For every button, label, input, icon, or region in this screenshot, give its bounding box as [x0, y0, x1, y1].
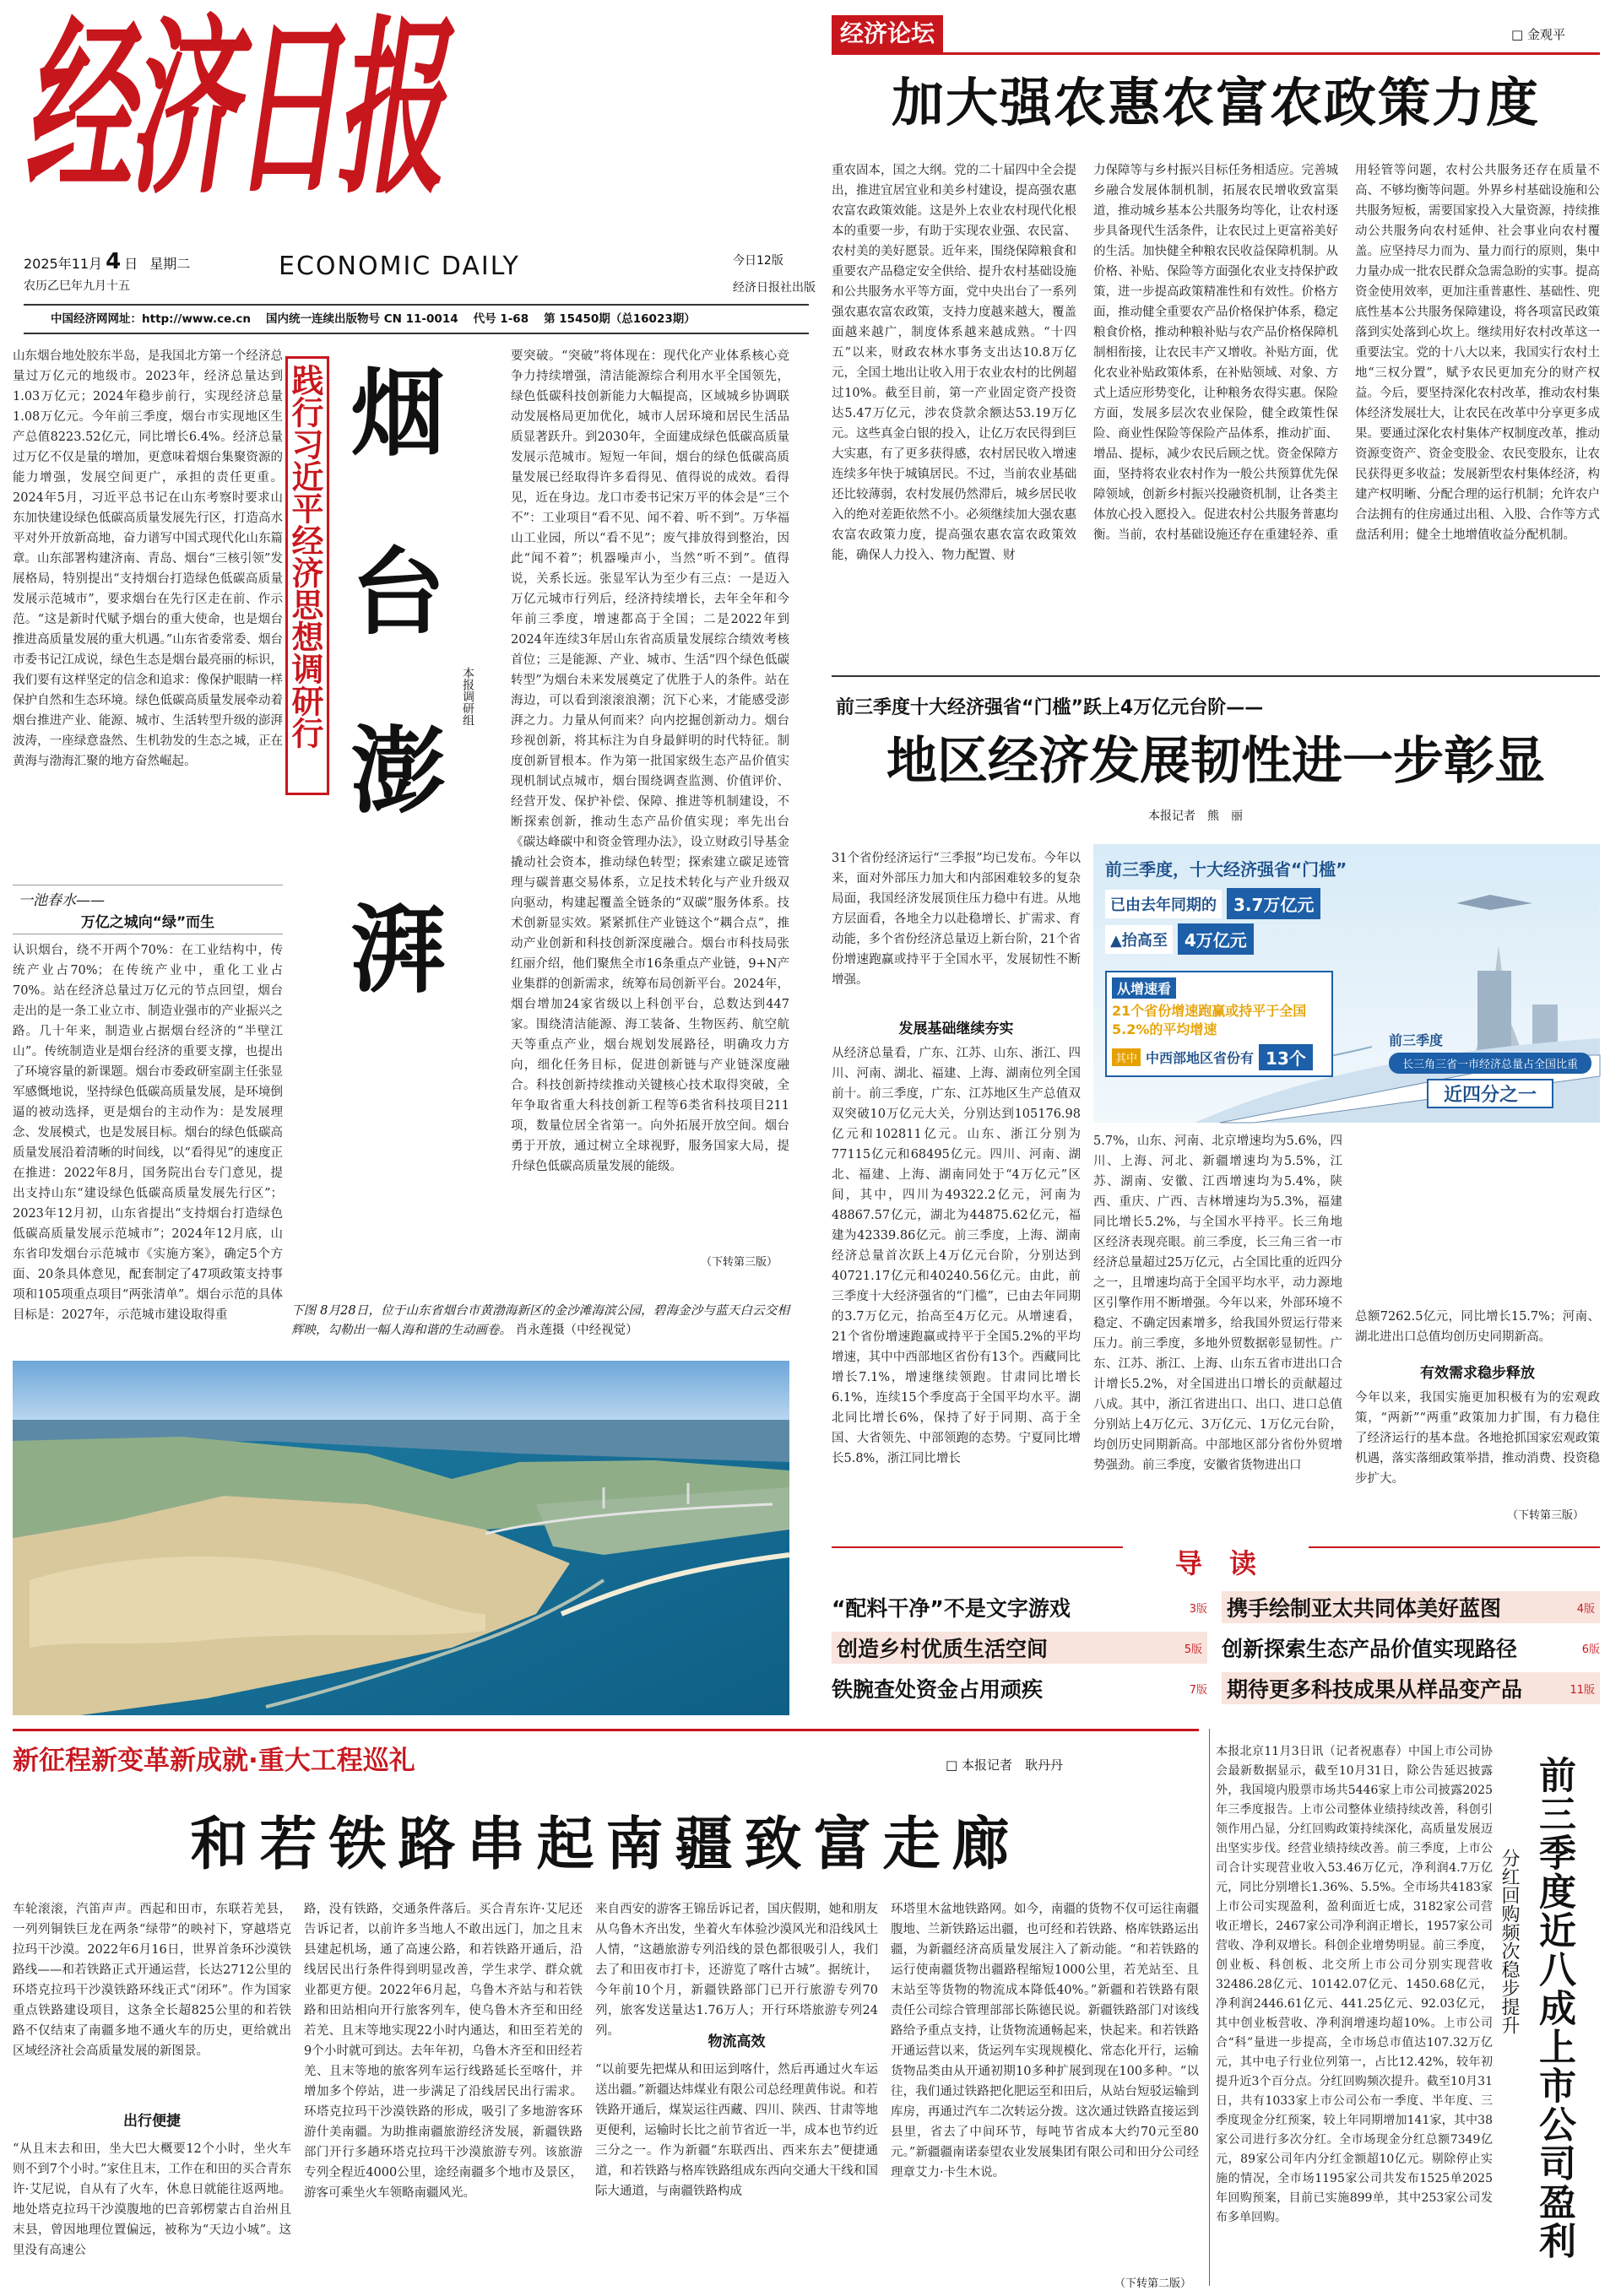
info-heading: 前三季度，十大经济强省“门槛”	[1105, 859, 1347, 880]
railway-series-tag: 新征程新变革新成就·重大工程巡礼	[13, 1746, 415, 1776]
guide-item[interactable]: 期待更多科技成果从样品变产品 11版	[1222, 1672, 1600, 1704]
railway-headline: 和若铁路串起南疆致富走廊	[190, 1811, 1022, 1878]
region-infographic	[1093, 844, 1600, 1123]
railway-col-4: 环塔里木盆地铁路网。如今，南疆的货物不仅可运往南疆腹地、兰新铁路运出疆，也可经和若铁路、格库铁路运出疆，为新疆经济高质量发展注入了新动能。“和若铁路的运行使南疆货物出疆路程缩短1000公里，若羌站至、且末站至等货物的物流成本降低40%。”新疆和若铁路有限责任公司综合管理部部长陈德民说。新疆铁路部门对该线路给予重点支持，让货物流通畅起来，快起来。和若铁路开通运营以来，货运列车实现规模化、常态化开行，运输货物品类由从开通初期10多种扩展到现在100多种。“以往，我们通过铁路把化肥运至和田后，从站台短驳运输到库房，再通过汽车二次转运分拨。这次通过铁路直接运到县里，省去了中间环节，每吨节省成本大约70元至80元。”新疆疆南诺泰望农业发展集团有限公司和田分公司经理章艾力·卡生木说。	[891, 1903, 1199, 2180]
railway-subhead-2: 物流高效	[707, 2033, 766, 2050]
railway-col-2: 路，没有铁路，交通条件落后。买合青东许·艾尼还告诉记者，以前许多当地人不敢出远门，加之且末县建起机场，通了高速公路，和若铁路开通后，沿线居民出行条件得到明显改善，学生求学、群众就业都更方便。2022年6月起，乌鲁木齐站与和若铁路和田站相向开行旅客列车，使乌鲁木齐至和田经若羌、且末等地实现22小时内通达，和田至若羌的9个小时就可到达。去年年初，乌鲁木齐至和田经若羌、且末等地的旅客列车运行线路延长至喀什，并增加多个停站，进一步满足了沿线居民出行需求。环塔克拉玛干沙漠铁路的形成，吸引了多地游客环游什美南疆。为助推南疆旅游经济发展，新疆铁路部门开行多趟环塔克拉玛干沙漠旅游专列。该旅游专列全程近4000公里，途经南疆多个地市及景区，游客可乘坐火车领略南疆风光。	[304, 1903, 583, 2200]
region-kicker: 前三季度十大经济强省“门槛”跃上4万亿元台阶——	[836, 697, 1264, 718]
listed-body: 本报北京11月3日讯（记者祝惠春）中国上市公司协会最新数据显示，截至10月31日，除公告延迟披露外，我国境内股票市场共5446家上市公司披露2025年三季度报告。上市公司整体业绩持续改善，科创引领作用凸显，分红回购政策持续深化，高质量发展迈出坚实步伐。经营业绩持续改善。前三季度，上市公司合计实现营业收入53.46万亿元，净利润4.7万亿元，同比分别增长1.36%、5.5%。全市场共4183家上市公司实现盈利，盈利面近七成，3182家公司营收正增长，2467家公司净利润正增长，1957家公司营收、净利双增长。科创企业增势明显。前三季度，创业板、科创板、北交所上市公司分别实现营收32486.28亿元、10142.07亿元、1450.68亿元，净利润2446.61亿元、441.25亿元、92.03亿元，其中创业板营收、净利润增速均超10%。上市公司合“科”量进一步提高，全市场总市值达107.32万亿元，其中电子行业位列第一，占比12.42%，较年初提升近3个百分点。分红回购频次提升。截至10月31日，共有1033家上市公司公布一季度、半年度、三季度现金分红预案，较上年同期增加141家，其中38家公司进行多次分红。全市场现金分红总额7349亿元，89家公司年内分红金额超10亿元。剔除停止实施的情况，全市场1195家公司共发布1525单2025年回购预案，目前已实施899单，其中253家公司发布多单回购。	[1216, 1745, 1493, 2224]
yantai-col-2: 要突破。“突破”将体现在：现代化产业体系核心竞争力持续增强，清洁能源综合利用水平全国领先，绿色低碳科技创新能力大幅提高，区域城乡协调联动发展格局更加优化，城市人居环境和居民生活品质显著跃升。到2030年，全面建成绿色低碳高质量发展示范城市。短短一年间，烟台的绿色低碳高质量发展已经取得许多看得见、值得说的成效。看得见，近在身边。龙口市委书记宋万平的体会是“三个不”：工业项目“看不见、闻不着、听不到”。万华福山工业园，所以“看不见”；废气排放得到整治，因此“闻不着”；机器噪声小，当然“听不到”。值得说，关系长远。张显军认为至少有三点：一是迈入万亿元城市行列后，经济持续增长，去年全年和今年前三季度，增速都高于全国；二是2022年到2024年连续3年居山东省高质量发展综合绩效考核首位；三是能源、产业、城市、生活“四个绿色低碳转型”为烟台未来发展奠定了优胜于人的条件。站在海边，可以看到滚滚浪潮；沉下心来，才能感受澎湃之力。力量从何而来？向内挖掘创新动力。烟台珍视创新，将其标注为自身最鲜明的时代特征。制度创新冒根本。作为第一批国家级生态产品价值实现机制试点城市，烟台围绕调查监测、价值评价、经营开发、保护补偿、保障、推进等机制建设，不断探索创新，推动生态产品价值实现；率先出台《碳达峰碳中和资金管理办法》，设立财政引导基金撬动社会资本，推动绿色转型；探索建立碳足迹管理与碳普惠交易体系，立足技术转化与产业升级双向驱动，构建起覆盖全链条的“双碳”服务体系。技术创新显实效。紧紧抓住产业链这个“耦合点”，推动产业创新和科技创新深度融合。烟台市科技局张红丽介绍，他们聚焦全市16条重点产业链，9+N产业集群的创新需求，统筹布局创新平台。2024年，烟台增加24家省级以上科创平台，总数达到447家。围绕清洁能源、海工装备、生物医药、航空航天等重点产业，烟台规划发展路径，明确攻力方向，细化任务目标，促进创新链与产业链深度融合。科技创新持续推动关键核心技术取得突破，全年争取省重大科技创新工程等6类省科技项目211项，数量位居全省第一。向外拓展开放空间。烟台勇于开放，通过树立全球视野，服务国家大局，提升绿色低碳高质量发展的能级。	[511, 349, 789, 1173]
guide-item[interactable]: 创新探索生态产品价值实现路径 6版	[1222, 1637, 1600, 1661]
region-col-1b: 从经济总量看，广东、江苏、山东、浙江、四川、河南、湖北、福建、上海、湖南位列全国前十。前三季度，广东、江苏地区生产总值双双突破10万亿元大关，分别达到105176.98亿元和102811亿元。山东、浙江分别为77115亿元和68495亿元。四川、河南、湖北、福建、上海、湖南同处于“4万亿元”区间，其中，四川为49322.2亿元，河南为48867.57亿元，湖北为44875.62亿元，福建为42339.86亿元。前三季度，上海、湖南经济总量首次跃上4万亿元台阶，分别达到40721.17亿元和40240.56亿元。由此，前三季度十大经济强省的“门槛”，已由去年同期的3.7万亿元，抬高至4万亿元。从增速看，21个省份增速跑赢或持平于全国5.2%的平均增速，其中中西部地区省份有13个。西藏同比增长7.1%，增速继续领跑。甘肃同比增长6.1%，连续15个季度高于全国平均水平。湖北同比增长6%，保持了好于同期、高于全国、大省领先、中部领跑的态势。宁夏同比增长5.8%，浙江同比增长	[832, 1047, 1081, 1465]
info-box-3: 从增速看 21个省份增速跑赢或持平于全国5.2%的平均增速 其中 中西部地区省份有 13个	[1105, 971, 1333, 1077]
yantai-continued-note: （下转第三版）	[701, 1256, 778, 1269]
railway-col-1: 车轮滚滚，汽笛声声。西起和田市，东联若羌县，一列列铜铁巨龙在两条“绿带”的映衬下，穿越塔克拉玛干沙漠。2022年6月16日，世界首条环沙漠铁路线——和若铁路正式开通运营，长达2712公里的环塔克拉玛干沙漠铁路环线正式“闭环”。作为国家重点铁路建设项目，这条全长超825公里的和若铁路不仅结束了南疆多地不通火车的历史，更给就出区域经济社会高质量发展的新图景。	[13, 1903, 291, 2058]
region-col-1a: 31个省份经济运行“三季报”均已发布。今年以来，面对外部压力加大和内部困难较多的复杂局面，我国经济发展顶住压力稳中有进。从地方层面看，各地全力以赴稳增长、扩需求、育动能，多个省份经济总量迈上新台阶，21个省份增速跑赢或持平于全国水平，发展韧性不断增强。	[832, 852, 1081, 987]
forum-col-3: 用轻管等问题，农村公共服务还存在质量不高、不够均衡等问题。外界乡村基础设施和公共服务短板，需要国家投入大量资源，持续推动公共服务向农村延伸、社会事业向农村覆盖。应坚持尽力而为、量力而行的原则，集中力量办成一批农民群众急需急盼的实事。提高资金使用效率，更加注重普惠性、基础性、兜底性基本公共服务保障建设，将各项富民政策落到实处落到心坎上。继续用好农村改革这一重要法宝。党的十八大以来，我国实行农村土地“三权分置”，赋予农民更加充分的财产权益。今后，要坚持深化农村改革，推动农村集体经济发展壮大，让农民在改革中分享更多成果。要通过深化农村集体产权制度改革，推动资源变资产、资金变股金、农民变股东，让农民获得更多收益；发展新型农村集体经济，构建产权明晰、分配合理的运行机制；允许农户合法拥有的住房通过出租、入股、合作等方式盘活利用；健全土地增值收益分配机制。	[1355, 164, 1600, 542]
guide-item[interactable]: “配料干净”不是文字游戏 3版	[832, 1596, 1207, 1621]
guide-item[interactable]: 携手绘制亚太共同体美好蓝图 4版	[1222, 1591, 1600, 1623]
yantai-col-1b: 认识烟台，绕不开两个70%：在工业结构中，传统产业占70%；在传统产业中，重化工业占70%。站在经济总量过万亿元的节点回望，烟台走出的是一条工业立市、制造业强市的产业振兴之路。几十年来，制造业占据烟台经济的“半壁江山”。传统制造业是烟台经济的重要支撑，也提出了环境容量的新课题。烟台市委政研室副主任张显军感慨地说，坚持绿色低碳高质量发展，是环境倒逼的被动选择，更是烟台的主动作为：是发展理念、发展模式，也是发展目标。烟台的绿色低碳高质量发展沿着清晰的时间线，以“看得见”的速度正在推进：2022年8月，国务院出台专门意见，提出支持山东“建设绿色低碳高质量发展先行区”；2023年12月初，山东省提出“支持烟台打造绿色低碳高质量发展示范城市”；2024年12月底，山东省印发烟台示范城市《实施方案》，确定5个方面、20条具体意见，配套制定了47项政策支持事项和105项重点项目“两张清单”。烟台示范的具体目标是：2027年，示范城市建设取得重	[13, 944, 283, 1322]
forum-col-2: 力保障等与乡村振兴目标任务相适应。完善城乡融合发展体制机制，拓展农民增收致富渠道，推动城乡基本公共服务均等化，让农村逐步具备现代生活条件，让农民过上更富裕美好的生活。加快健全种粮农民收益保障机制。从价格、补贴、保险等方面强化农业支持保护政策，进一步提高政策精准性和有效性。价格方面，推动健全重要农产品价格保护体系，稳定粮食价格，推动种粮补贴与农产品价格保障机制相衔接，让农民丰产又增收。补贴方面，优化农业补贴政策体系，在补贴领域、对象、方式上适应形势变化，让种粮务农得实惠。保险方面，发展多层次农业保险，健全政策性保险、商业性保险等保险产品体系，推动扩面、增品、提标，减少农民后顾之忧。资金保障方面，坚持将农业农村作为一般公共预算优先保障领域，创新乡村振兴投融资机制，让各类主体放心投入愿投入。促进农村公共服务普惠均衡。当前，农村基础设施还存在重建轻养、重	[1093, 164, 1338, 542]
masthead-english: ECONOMIC DAILY	[279, 252, 520, 281]
forum-headline: 加大强农惠农富农政策力度	[891, 72, 1540, 133]
region-reporter: 本报记者 熊 丽	[1148, 810, 1243, 823]
region-continued-note: （下转第三版）	[1507, 1509, 1585, 1522]
region-col-2: 5.7%，山东、河南、北京增速均为5.6%，四川、上海、河北、新疆增速均为5.5%，江苏、湖南、安徽、江西增速均为5.4%，陕西、重庆、广西、吉林增速均为5.3%，福建同比增长5.2%，与全国水平持平。长三角地区经济表现亮眼。前三季度，长三角三省一市经济总量超过25万亿元，占全国比重的近四分之一，且增速均高于全国平均水平，动力源地区引擎作用不断增强。今年以来，外部环境不稳定、不确定因素增多，给我国外贸运行带来压力。前三季度，多地外贸数据彰显韧性。广东、江苏、浙江、上海、山东五省市进出口合计增长5.2%，对全国进出口增长的贡献超过八成。其中，浙江省进出口、出口、进口总值分别站上4万亿元、3万亿元、1万亿元台阶，均创历史同期新高。中部地区部分省份外贸增势强劲。前三季度，安徽省货物进出口	[1093, 1134, 1342, 1472]
guide-list	[832, 1591, 1600, 1714]
railway-subhead-1: 出行便捷	[123, 2113, 181, 2130]
masthead-lunar: 农历乙巳年九月十五	[24, 279, 130, 293]
yantai-subhead-top: 一池春水——	[19, 892, 105, 909]
region-col-3: 总额7262.5亿元，同比增长15.7%；河南、湖北进出口总值均创历史同期新高。	[1355, 1310, 1600, 1344]
yantai-lead: 山东烟台地处胶东半岛，是我国北方第一个经济总量过万亿元的地级市。2023年，经济总量达到1.03万亿元；2024年稳步前行，实现经济总量1.08万亿元。今年前三季度，烟台市实现地区生产总值8223.52亿元，同比增长6.4%。经济总量过万亿不仅是量的增加，更意味着烟台集聚资源的能力增强，发展空间更广，承担的责任更重。2024年5月，习近平总书记在山东考察时要求山东加快建设绿色低碳高质量发展先行区，打造高水平对外开放新高地，奋力谱写中国式现代化山东篇章。山东部署构建济南、青岛、烟台“三核引领”发展格局，特别提出“支持烟台打造绿色低碳高质量发展示范城市”，要求烟台在先行区走在前、作示范。“这是新时代赋予烟台的重大使命，也是烟台推进高质量发展的重大机遇。”山东省委常委、烟台市委书记江成说，绿色生态是烟台最亮丽的标识，我们要有这样坚定的信念和追求：像保护眼睛一样保护自然和生态环境。绿色低碳高质量发展牵动着烟台推进产业、能源、城市、生活转型升级的澎湃波涛，一座绿意盎然、生机勃发的生态之城，正在黄海与渤海汇聚的地方奋然崛起。	[13, 349, 283, 768]
railway-reporter: □ 本报记者 耿丹丹	[946, 1757, 1063, 1773]
guide-item[interactable]: 创造乡村优质生活空间 5版	[832, 1632, 1207, 1664]
railway-col-3b: “以前要先把煤从和田运到喀什，然后再通过火车运送出疆。”新疆达炜煤业有限公司总经理黄伟说。和若铁路开通后，煤炭运往西藏、四川、陕西、甘肃等地更便利，运输时长比之前节省近一半，成本也节约近三分之一。作为新疆“东联西出、西来东去”便捷通道，和若铁路与格库铁路组成东西向交通大干线和国际大通道，与南疆铁路构成	[595, 2063, 878, 2198]
masthead-logo	[24, 0, 441, 235]
info-box-2: ▲抬高至 4万亿元	[1105, 923, 1254, 955]
region-headline: 地区经济发展韧性进一步彰显	[886, 732, 1545, 791]
logo-wordmark: 经济日报	[24, 0, 441, 221]
masthead-edition: 今日12版	[733, 254, 783, 268]
yantai-caption: 下图 8月28日，位于山东省烟台市黄渤海新区的金沙滩海滨公园，碧海金沙与蓝天白云交相辉映，勾勒出一幅人海和谐的生动画卷。 肖永莲摄（中经视觉）	[291, 1304, 789, 1337]
railway-col-3: 来自西安的游客王锦岳诉记者，国庆假期，她和朋友从乌鲁木齐出发，坐着火车体验沙漠风光和沿线风土人情，“这趟旅游专列沿线的景色都很吸引人，我们去了和田夜市打卡，还游览了喀什古城”。据统计，今年前10个月，新疆铁路部门已开行旅游专列70列，旅客发送量达1.76万人；开行环塔旅游专列24列。	[595, 1903, 878, 2038]
yantai-subhead: 万亿之城向“绿”而生	[80, 914, 215, 931]
yantai-reporter: 本报调研组	[461, 667, 474, 726]
guide-item[interactable]: 铁腕查处资金占用顽疾 7版	[832, 1677, 1207, 1702]
region-subhead-1: 发展基础继续夯实	[898, 1021, 1014, 1037]
yantai-coast-photo	[13, 1361, 789, 1715]
yantai-kicker: 践行习近平经济思想调研行	[285, 356, 329, 795]
listed-subtitle: 分红回购频次稳步提升	[1499, 1849, 1520, 2034]
info-box-4: 前三季度 长三角三省一市经济总量占全国比重 近四分之一	[1389, 1030, 1591, 1108]
railway-col-1b: “从且末去和田，坐大巴大概要12个小时，坐火车则不到7个小时。”家住且末，工作在和田的买合青东许·艾尼说，自从有了火车，休息日就能往返两地。地处塔克拉玛干沙漠腹地的巴音郭楞蒙古自治州且末县，曾因地理位置偏远，被称为“天边小城”。这里没有高速公	[13, 2142, 291, 2257]
masthead-publisher: 经济日报社出版	[733, 281, 816, 295]
railway-continued-note: （下转第二版）	[1114, 2277, 1192, 2290]
info-bar: 中国经济网网址：http://www.ce.cn 国内统一连续出版物号 CN 11-0014 代号 1-68 第 15450期（总16023期）	[51, 309, 794, 329]
forum-author: □ 金观平	[1511, 27, 1565, 42]
website-link[interactable]: 中国经济网网址：http://www.ce.cn	[51, 312, 252, 326]
info-box-1: 已由去年同期的 3.7万亿元	[1105, 888, 1320, 919]
guide-title: 导 读	[1123, 1545, 1309, 1582]
listed-headline: 前三季度近八成上市公司盈利	[1532, 1756, 1575, 2261]
region-subhead-2: 有效需求稳步释放	[1420, 1365, 1535, 1382]
region-col-3b: 今年以来，我国实施更加积极有为的宏观政策，“两新”“两重”政策加力扩围，有力稳住了经济运行的基本盘。各地抢抓国家宏观政策机遇，落实落细政策举措，推动消费、投资稳步扩大。	[1355, 1391, 1600, 1486]
forum-section-tag: 经济论坛	[832, 15, 943, 52]
masthead-date: 2025年11月 4 日 星期二	[24, 249, 191, 274]
yantai-headline: 烟台澎湃	[335, 363, 446, 1079]
forum-col-1: 重农固本，国之大纲。党的二十届四中全会提出，推进宜居宜业和美乡村建设，提高强农惠农富农政策效能。这是外上农业农村现代化根本的重要一步，有助于实现农业强、农民富、农村美的美好愿景。近年来，围绕保障粮食和重要农产品稳定安全供给、提升农村基础设施和公共服务水平等方面，党中央出台了一系列强农惠农富农政策，支持力度越来越大，覆盖面越来越广，制度体系越来越成熟。“十四五”以来，财政农林水事务支出达10.8万亿元，全国土地出让收入用于农业农村的比例超过10%。截至目前，第一产业固定资产投资达5.47万亿元，涉农贷款余额达53.19万亿元。这些真金白银的投入，让亿万农民得到巨大实惠，有了更多获得感，农村居民收入增速连续多年快于城镇居民。不过，当前农业基础还比较薄弱，农村发展仍然滞后，城乡居民收入的绝对差距依然不小。必须继续加大强农惠农富农政策力度，提高强农惠农富农政策效能，确保人力投入、物力配置、财	[832, 164, 1076, 562]
yantai-col-2-continued	[287, 1080, 507, 1254]
